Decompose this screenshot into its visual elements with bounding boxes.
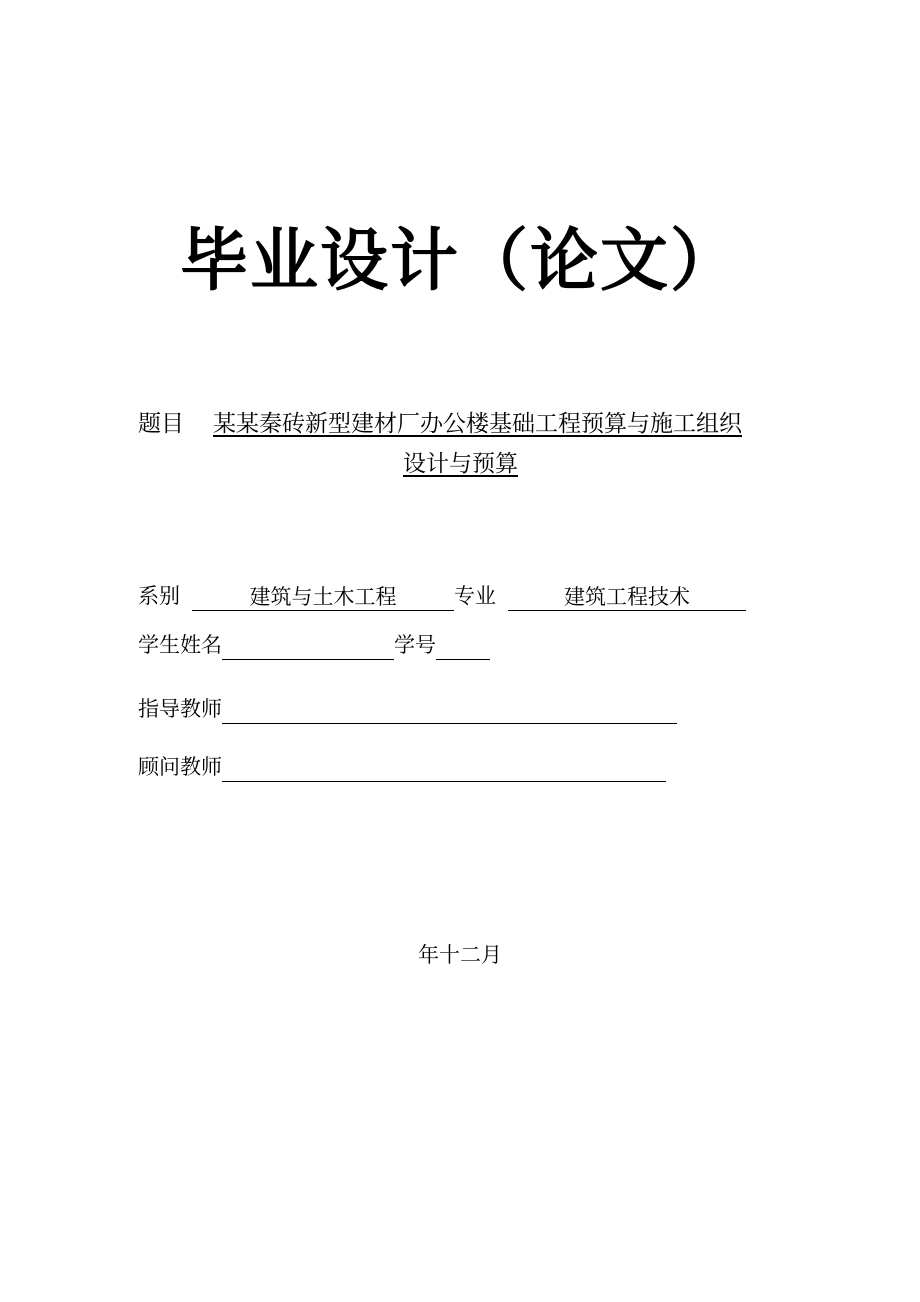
advisor-row <box>138 694 677 724</box>
department-major-row <box>138 581 746 611</box>
consultant-row <box>138 752 666 782</box>
advisor-label: 指导教师 <box>138 697 222 721</box>
thesis-topic <box>138 407 788 481</box>
department-label: 系别 <box>138 584 180 608</box>
advisor-field <box>222 699 677 724</box>
student-row <box>138 630 490 660</box>
student-name-field <box>222 635 394 660</box>
consultant-field <box>222 757 666 782</box>
page-title: 毕业设计（论文） <box>179 222 740 301</box>
major-label: 专业 <box>454 584 496 608</box>
student-name-label: 学生姓名 <box>138 633 222 657</box>
date-text: 年十二月 <box>418 943 502 967</box>
topic-value-line1: 某某秦砖新型建材厂办公楼基础工程预算与施工组织 <box>213 411 742 437</box>
department-value: 建筑与土木工程 <box>192 584 454 611</box>
major-value: 建筑工程技术 <box>508 584 746 611</box>
student-id-field <box>436 635 490 660</box>
topic-value-line2: 设计与预算 <box>403 451 518 477</box>
consultant-label: 顾问教师 <box>138 755 222 779</box>
topic-label: 题目 <box>138 411 184 437</box>
student-id-label: 学号 <box>394 633 436 657</box>
